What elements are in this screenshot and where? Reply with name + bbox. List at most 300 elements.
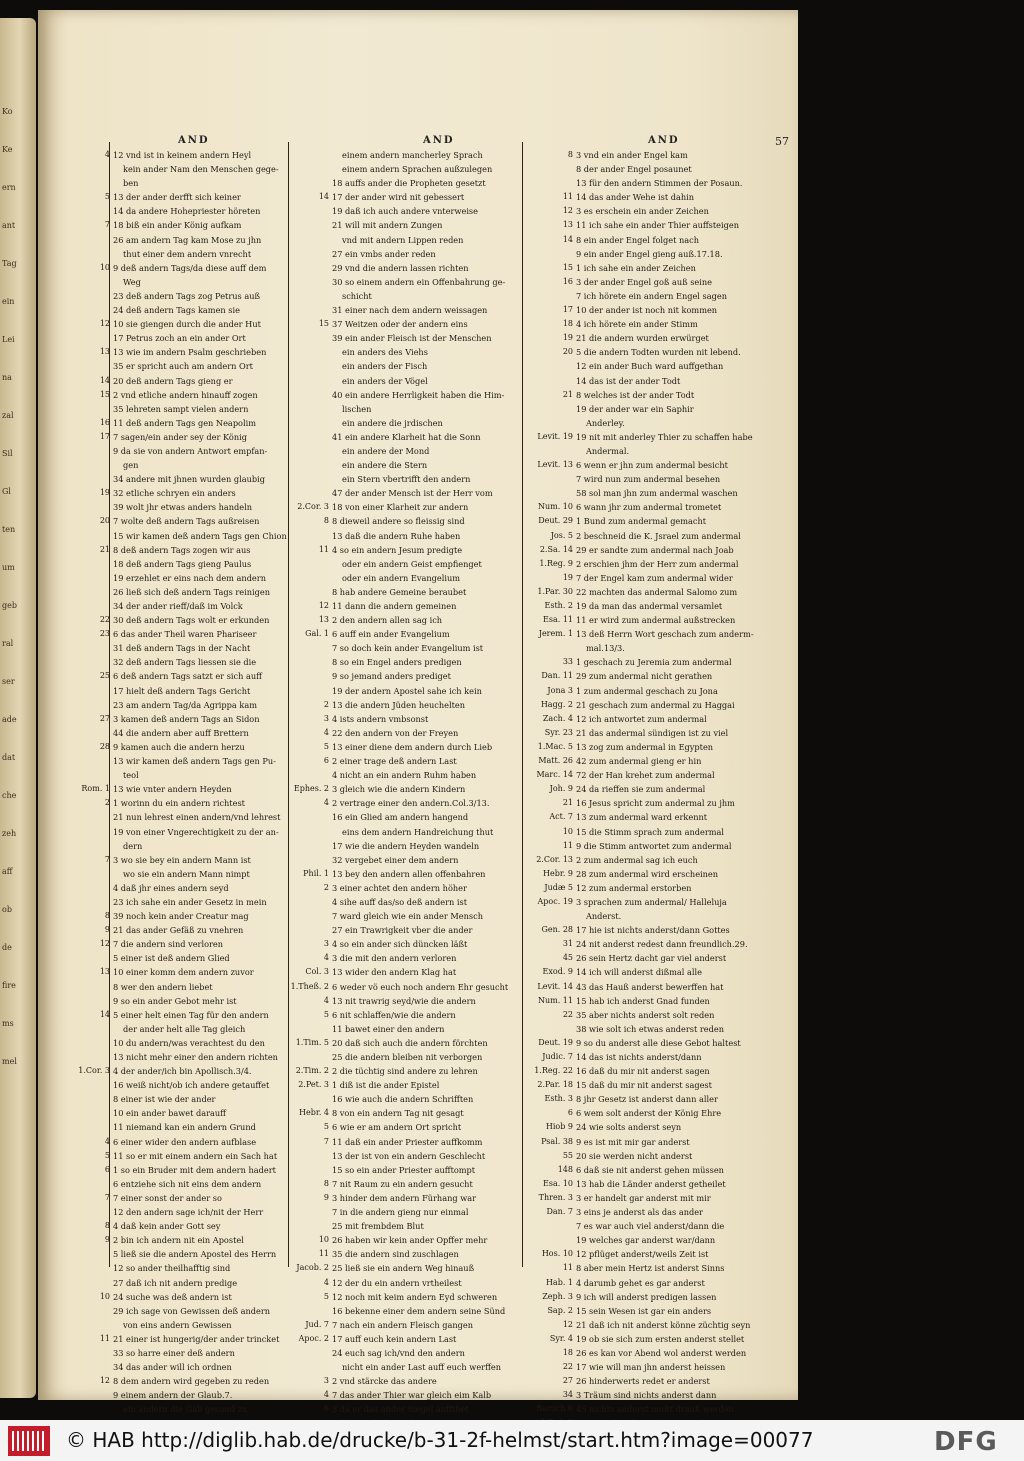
scripture-reference: 19 (562, 572, 573, 582)
entry-text: 13 hab die Länder anderst getheilet (576, 1178, 726, 1189)
scripture-reference: 5 (104, 192, 110, 202)
entry-text: 26 hinderwerts redet er anderst (576, 1376, 710, 1387)
column-2 (290, 148, 517, 1420)
index-entry (332, 303, 517, 317)
entry-text: 41 ein andere Klarheit hat die Sonn (332, 431, 481, 442)
entry-text: 17 wie die andern Heyden wandeln (332, 840, 480, 851)
entry-text: 8 der ander Engel posaunet (576, 164, 692, 175)
entry-text: 20 sie werden nicht anderst (576, 1150, 693, 1161)
scripture-reference: Levit. 13 (537, 460, 573, 470)
index-entry (332, 204, 517, 218)
entry-text: 3 er handelt gar anderst mit mir (576, 1192, 711, 1203)
scripture-reference: Hab. 1 (545, 1277, 573, 1287)
index-entry (323, 796, 517, 810)
scripture-reference: Gal. 1 (305, 629, 329, 639)
scripture-reference: 16 (562, 276, 573, 286)
index-entry (305, 627, 517, 641)
scripture-reference: 17 (562, 305, 573, 315)
entry-text: 7 der Engel kam zum andermal wider (576, 572, 733, 583)
entry-text: thut einer dem andern vnrecht (123, 248, 252, 259)
scripture-reference: Dan. 11 (541, 671, 573, 681)
index-entry (318, 613, 517, 627)
entry-text: 4 nicht an ein andern Ruhm haben (332, 770, 477, 781)
index-entry (113, 571, 283, 585)
index-entry (113, 1261, 283, 1275)
entry-text: 26 haben wir kein ander Opffer mehr (332, 1235, 488, 1246)
index-entry (113, 500, 283, 514)
entry-text: 3 einer achtet den andern höher (332, 882, 467, 893)
entry-text: 17 hie ist nichts anderst/dann Gottes (576, 925, 730, 936)
index-entry (290, 980, 517, 994)
index-entry (99, 712, 283, 726)
scripture-reference: 20 (562, 347, 573, 357)
entry-text: 15 wir kamen deß andern Tags gen Chion (113, 530, 287, 541)
entry-text: 4 ists andern vmbsonst (332, 713, 429, 724)
entry-text: 9 deß andern Tags/da diese auff dem (113, 262, 267, 273)
running-head-col1: AND (178, 135, 210, 146)
entry-text: 39 ein ander Fleisch ist der Menschen (332, 333, 492, 344)
scripture-reference: 45 (562, 953, 573, 963)
entry-text: 24 deß andern Tags kamen sie (113, 305, 240, 316)
left-page-fragment: Tag (2, 259, 17, 268)
scripture-reference: 2.Sa. 14 (539, 544, 573, 554)
index-entry (113, 881, 283, 895)
index-entry (332, 388, 517, 402)
index-entry (576, 416, 791, 430)
index-entry (113, 529, 287, 543)
scripture-reference: 6 (567, 1108, 573, 1118)
entry-text: 1 ich sahe ein ander Zeichen (576, 262, 696, 273)
left-page-fragment: ein (2, 297, 15, 306)
index-entry (113, 162, 283, 176)
entry-text: 7 in die andern gieng nur einmal (332, 1207, 469, 1218)
entry-text: 6 deß andern Tags satzt er sich auff (113, 671, 262, 682)
entry-text: 32 etliche schryen ein anders (113, 488, 236, 499)
entry-text: 1 diß ist die ander Epistel (332, 1080, 440, 1091)
entry-text: 11 niemand kan ein andern Grund (113, 1122, 256, 1133)
index-entry (544, 726, 791, 740)
index-entry (113, 275, 283, 289)
scripture-reference: 22 (99, 615, 110, 625)
scripture-reference: 7 (104, 854, 110, 864)
entry-text: 35 er spricht auch am andern Ort (113, 361, 253, 372)
entry-text: 13 der ander derfft sich keiner (113, 192, 241, 203)
entry-text: 15 daß du mir nit anderst sagest (576, 1080, 712, 1091)
index-entry (99, 374, 283, 388)
scripture-reference: Hebr. 4 (299, 1108, 329, 1118)
entry-text: 12 so ander theilhafftig sind (113, 1263, 231, 1274)
entry-text: 5 einer helt einen Tag für den andern (113, 1009, 269, 1020)
hab-logo-icon (8, 1426, 50, 1456)
index-entry (293, 782, 517, 796)
left-page-fragment: che (2, 791, 17, 800)
index-entry (332, 233, 517, 247)
scripture-reference: 14 (562, 234, 573, 244)
scripture-reference: 4 (323, 798, 329, 808)
index-entry (538, 514, 791, 528)
entry-text: 21 die andern wurden erwürget (576, 333, 709, 344)
scripture-reference: 19 (99, 488, 110, 498)
entry-text: Andermal. (586, 445, 630, 456)
viewer-footer (0, 1420, 1024, 1461)
scripture-reference: 8 (323, 516, 329, 526)
dfg-logo: DFG (934, 1427, 998, 1457)
entry-text: 6 weder vö euch noch andern Ehr gesucht (332, 981, 509, 992)
entry-text: Weg (123, 276, 141, 287)
index-entry (332, 359, 517, 373)
scripture-reference: 7 (104, 220, 110, 230)
entry-text: 19 erzehlet er eins nach dem andern (113, 572, 266, 583)
scripture-reference: 2.Par. 18 (537, 1080, 573, 1090)
entry-text: 34 der ander rieff/daß im Volck (113, 601, 243, 611)
entry-text: 5 die andern Todten wurden nit lebend. (576, 347, 741, 358)
entry-text: ein andere die Stern (342, 460, 428, 471)
entry-text: 27 ein Trawrigkeit vber die ander (332, 925, 473, 936)
scripture-reference: 22 (562, 1009, 573, 1019)
entry-text: 23 ich sahe ein ander Gesetz in mein (113, 896, 267, 907)
index-entry (113, 1304, 283, 1318)
entry-text: 3 eins je anderst als das ander (576, 1207, 703, 1218)
column-1 (78, 148, 287, 1420)
scripture-reference: Hos. 10 (541, 1249, 573, 1259)
index-entry (562, 571, 791, 585)
entry-text: 21 daß ich nit anderst könne züchtig seyn (576, 1319, 751, 1330)
scripture-reference: 2 (104, 798, 110, 808)
index-entry (99, 514, 283, 528)
scripture-reference: 12 (318, 601, 329, 610)
scripture-reference: Jud. 7 (305, 1319, 329, 1329)
index-entry (318, 543, 517, 557)
index-entry (537, 430, 791, 444)
entry-text: 25 mit frembdem Blut (332, 1221, 424, 1232)
entry-text: 8 aber mein Hertz ist anderst Sinns (576, 1263, 725, 1274)
left-page-fragment: ms (2, 1019, 14, 1028)
index-entry (113, 359, 283, 373)
column-rule (288, 142, 289, 1267)
index-entry (576, 641, 791, 655)
index-entry (576, 289, 791, 303)
index-entry (562, 218, 791, 232)
entry-text: 29 vnd die andern lassen richten (332, 262, 469, 273)
scripture-reference: Esa. 10 (543, 1178, 573, 1188)
index-entry (332, 486, 517, 500)
index-entry (541, 923, 791, 937)
index-entry (543, 867, 791, 881)
entry-text: 31 deß andern Tags in der Nacht (113, 643, 251, 654)
entry-text: 7 ich hörete ein andern Engel sagen (576, 290, 727, 301)
scripture-reference: 11 (318, 544, 329, 554)
entry-text: 72 der Han krehet zum andermal (576, 770, 715, 781)
scripture-reference: 16 (99, 417, 110, 427)
entry-text: 29 er sandte zum andermal nach Joab (576, 544, 734, 555)
entry-text: 6 auff ein ander Evangelium (332, 629, 450, 640)
index-entry (318, 1233, 517, 1247)
index-entry (332, 684, 517, 698)
entry-text: 19 da man das andermal versamlet (576, 601, 723, 611)
entry-text: 18 auffs ander die Propheten gesetzt (332, 178, 486, 189)
entry-text: 3 da er das ander Siegel auffthet (332, 1404, 469, 1415)
entry-text: 19 der andern Apostel sahe ich kein (332, 685, 482, 696)
index-entry (536, 1402, 791, 1416)
scripture-reference: 13 (318, 615, 329, 625)
scripture-reference: 10 (562, 826, 573, 836)
index-entry (113, 1050, 283, 1064)
index-entry (113, 1346, 283, 1360)
entry-text: 23 deß andern Tags zog Petrus auß (113, 290, 260, 301)
scripture-reference: 2 (323, 882, 329, 892)
entry-text: Anderst. (586, 911, 622, 922)
entry-text: 11 bawet einer den andern (332, 1023, 445, 1034)
entry-text: 15 sein Wesen ist gar ein anders (576, 1305, 712, 1316)
index-entry (104, 1191, 283, 1205)
scripture-reference: 15 (318, 319, 329, 329)
copyright-url[interactable]: © HAB http://diglib.hab.de/drucke/b-31-2f-helmst/start.htm?image=00077 (66, 1428, 814, 1452)
index-entry (545, 1120, 791, 1134)
index-entry (576, 1233, 791, 1247)
index-entry (562, 1388, 791, 1402)
index-entry (541, 1247, 791, 1261)
index-entry (99, 430, 283, 444)
index-entry (113, 176, 283, 190)
index-entry (562, 951, 791, 965)
entry-text: 14 ich will anderst dißmal alle (576, 967, 702, 978)
scripture-reference: 3 (323, 713, 329, 723)
entry-text: 16 Jesus spricht zum andermal zu jhm (576, 798, 735, 809)
index-entry (332, 1050, 517, 1064)
index-entry (104, 148, 283, 162)
index-entry (576, 486, 791, 500)
index-entry (99, 1332, 283, 1346)
scripture-reference: 4 (323, 995, 329, 1005)
index-entry (332, 218, 517, 232)
index-entry (113, 839, 283, 853)
scripture-reference: Jacob. 2 (296, 1263, 329, 1273)
entry-text: 37 Weitzen oder der andern eins (332, 319, 468, 330)
scripture-reference: 1.Cor. 3 (78, 1066, 110, 1076)
entry-text: 8 wer den andern liebet (113, 981, 213, 992)
index-entry (542, 1290, 791, 1304)
entry-text: 12 ein ander Buch ward auffgethan (576, 361, 724, 372)
index-entry (113, 1205, 283, 1219)
entry-text: 2 bin ich andern nit ein Apostel (113, 1235, 244, 1246)
entry-text: 24 euch sag ich/vnd den andern (332, 1347, 465, 1358)
index-entry (104, 1233, 283, 1247)
scripture-reference: 5 (323, 1122, 329, 1132)
entry-text: 8 hab andere Gemeine beraubet (332, 586, 467, 597)
scripture-reference: 14 (318, 192, 329, 202)
left-page-fragment: ern (2, 183, 16, 192)
scripture-reference: 8 (567, 150, 573, 159)
entry-text: von eins andern Gewissen (123, 1319, 232, 1330)
index-entry (113, 1092, 283, 1106)
left-page-fragment: Gl (2, 487, 11, 496)
scripture-reference: 21 (562, 798, 573, 808)
entry-text: ein anders des Viehs (342, 347, 428, 358)
entry-text: der ander helt alle Tag gleich (123, 1023, 246, 1034)
entry-text: 27 ein vmbs ander reden (332, 248, 436, 259)
index-entry (318, 317, 517, 331)
index-entry (562, 1318, 791, 1332)
index-entry (99, 345, 283, 359)
index-entry (113, 825, 283, 839)
index-entry (332, 444, 517, 458)
entry-text: 8 so ein Engel anders predigen (332, 657, 462, 668)
index-entry (113, 1177, 283, 1191)
index-entry (547, 684, 791, 698)
index-entry (113, 726, 283, 740)
entry-text: 10 du andern/was verachtest du den (113, 1037, 265, 1048)
index-entry (537, 585, 791, 599)
index-entry (297, 500, 517, 514)
entry-text: 24 suche was deß andern ist (113, 1291, 232, 1302)
index-entry (537, 500, 791, 514)
scripture-reference: 6 (323, 1404, 329, 1414)
index-entry (113, 1402, 283, 1416)
entry-text: 12 pflüget anderst/weils Zeit ist (576, 1249, 709, 1260)
entry-text: 32 vergebet einer dem andern (332, 854, 459, 865)
entry-text: 14 das ist der ander Todt (576, 375, 681, 386)
entry-text: 5 ließ sie die andern Apostel des Herrn (113, 1249, 277, 1260)
index-entry (562, 796, 791, 810)
entry-text: 17 hielt deß andern Tags Gericht (113, 685, 251, 696)
scripture-reference: Esa. 11 (543, 615, 573, 625)
scripture-reference: Zach. 4 (542, 713, 573, 723)
index-entry (557, 1163, 791, 1177)
scripture-reference: Jerem. 1 (538, 629, 573, 639)
scripture-reference: Hagg. 2 (540, 699, 573, 709)
index-entry (113, 768, 283, 782)
index-entry (113, 810, 283, 824)
entry-text: 3 kamen deß andern Tags an Sidon (113, 713, 260, 724)
entry-text: einem andern Sprachen außzulegen (342, 164, 493, 175)
index-entry (332, 472, 517, 486)
index-entry (332, 641, 517, 655)
entry-text: oder ein andern Evangelium (342, 572, 461, 583)
entry-text: 9 so ein ander Gebot mehr ist (113, 995, 237, 1006)
scripture-reference: 12 (99, 319, 110, 329)
entry-text: 15 hab ich anderst Gnad funden (576, 995, 710, 1006)
index-entry (113, 233, 283, 247)
index-entry (562, 1346, 791, 1360)
scripture-reference: 9 (323, 1192, 329, 1202)
scripture-reference: 21 (99, 544, 110, 554)
scripture-reference: Gen. 28 (541, 925, 573, 935)
scripture-reference: Baruch 6 (536, 1404, 573, 1414)
index-entry (534, 1064, 791, 1078)
entry-text: 7 wolte deß andern Tags außreisen (113, 516, 260, 527)
entry-text: 13 einer diene dem andern durch Lieb (332, 741, 493, 752)
left-page-fragment: fire (2, 981, 16, 990)
scripture-reference: 31 (562, 939, 573, 949)
index-entry (323, 881, 517, 895)
scripture-reference: 1.Par. 30 (537, 586, 573, 596)
entry-text: 3 die mit den andern verloren (332, 953, 457, 964)
scripture-reference: Judæ 5 (544, 882, 573, 892)
entry-text: 12 den andern sage ich/nit der Herr (113, 1207, 264, 1218)
entry-text: 10 einer komm dem andern zuvor (113, 967, 254, 978)
left-page-fragment: ant (2, 221, 16, 230)
entry-text: 6 nit schlaffen/wie die andern (332, 1009, 456, 1020)
entry-text: 1 worinn du ein andern richtest (113, 798, 245, 809)
entry-text: 2 vnd stärcke das andere (332, 1376, 437, 1387)
entry-text: 26 es kan vor Abend wol anderst werden (576, 1347, 747, 1358)
scripture-reference: Jos. 5 (550, 530, 573, 540)
entry-text: 21 einer ist hungerig/der ander trincket (113, 1333, 280, 1344)
entry-text: 7 so doch kein ander Evangelium ist (332, 643, 484, 654)
scripture-reference: 4 (323, 1277, 329, 1287)
scripture-reference: 12 (562, 1319, 573, 1329)
scripture-reference: 27 (99, 713, 110, 723)
index-entry (323, 1135, 517, 1149)
entry-text: 8 jhr Gesetz ist anderst dann aller (576, 1094, 718, 1105)
index-entry (567, 148, 791, 162)
index-entry (576, 374, 791, 388)
index-entry (99, 937, 283, 951)
left-page-fragment: Ko (2, 107, 13, 116)
scripture-reference: 17 (99, 431, 110, 441)
scripture-reference: Col. 3 (305, 967, 329, 977)
entry-text: 6 das ander Theil waren Phariseer (113, 629, 257, 640)
scripture-reference: 12 (99, 1376, 110, 1386)
scripture-reference: 1.Tim. 5 (295, 1037, 329, 1047)
entry-text: 5 einer ist deß andern Glied (113, 953, 230, 964)
entry-text: 6 daß sie nit anderst gehen müssen (576, 1164, 724, 1175)
entry-text: 7 die andern sind verloren (113, 939, 224, 950)
entry-text: ein anders der Fisch (342, 361, 428, 372)
index-entry (332, 1022, 517, 1036)
entry-text: 8 einer ist wie der ander (113, 1094, 216, 1105)
entry-text: 21 nun lehrest einen andern/vnd lehrest (113, 812, 281, 823)
index-entry (318, 190, 517, 204)
entry-text: 1 Bund zum andermal gemacht (576, 516, 707, 527)
index-entry (323, 1191, 517, 1205)
scripture-reference: 4 (323, 727, 329, 737)
scripture-reference: 18 (562, 1347, 573, 1357)
entry-text: 4 so ein ander sich düncken läßt (332, 939, 468, 950)
entry-text: 12 zum andermal erstorben (576, 882, 692, 893)
index-entry (576, 1219, 791, 1233)
entry-text: 13 deß Herrn Wort geschach zum anderm- (576, 629, 754, 640)
scripture-reference: 1.Reg. 22 (534, 1066, 573, 1076)
scripture-reference: Deut. 29 (538, 516, 573, 526)
scripture-reference: 10 (318, 1235, 329, 1245)
entry-text: 3 Träum sind nichts anderst dann (576, 1390, 717, 1401)
index-entry (113, 247, 283, 261)
entry-text: 7 sagen/ein ander sey der König (113, 431, 247, 442)
scripture-reference: Dan. 7 (546, 1207, 573, 1217)
index-entry (542, 1050, 791, 1064)
entry-text: 2 vertrage einer den andern.Col.3/13. (332, 798, 490, 809)
index-entry (113, 472, 283, 486)
index-entry (562, 937, 791, 951)
entry-text: 6 wem solt anderst der König Ehre (576, 1108, 722, 1119)
entry-text: 16 bekenne einer dem andern seine Sünd (332, 1305, 506, 1316)
index-entry (113, 1388, 283, 1402)
index-entry (113, 754, 283, 768)
index-entry (536, 853, 791, 867)
index-entry (332, 374, 517, 388)
scripture-reference: 15 (562, 262, 573, 272)
entry-text: 30 deß andern Tags wolt er erkunden (113, 615, 270, 626)
index-entry (113, 303, 283, 317)
scripture-reference: 11 (562, 192, 573, 202)
index-entry (332, 345, 517, 359)
index-entry (562, 275, 791, 289)
index-entry (332, 853, 517, 867)
scripture-reference: 20 (99, 516, 110, 526)
entry-text: 32 deß andern Tags liessen sie die (113, 657, 257, 668)
entry-text: 2 vnd etliche andern hinauff zogen (113, 389, 258, 400)
